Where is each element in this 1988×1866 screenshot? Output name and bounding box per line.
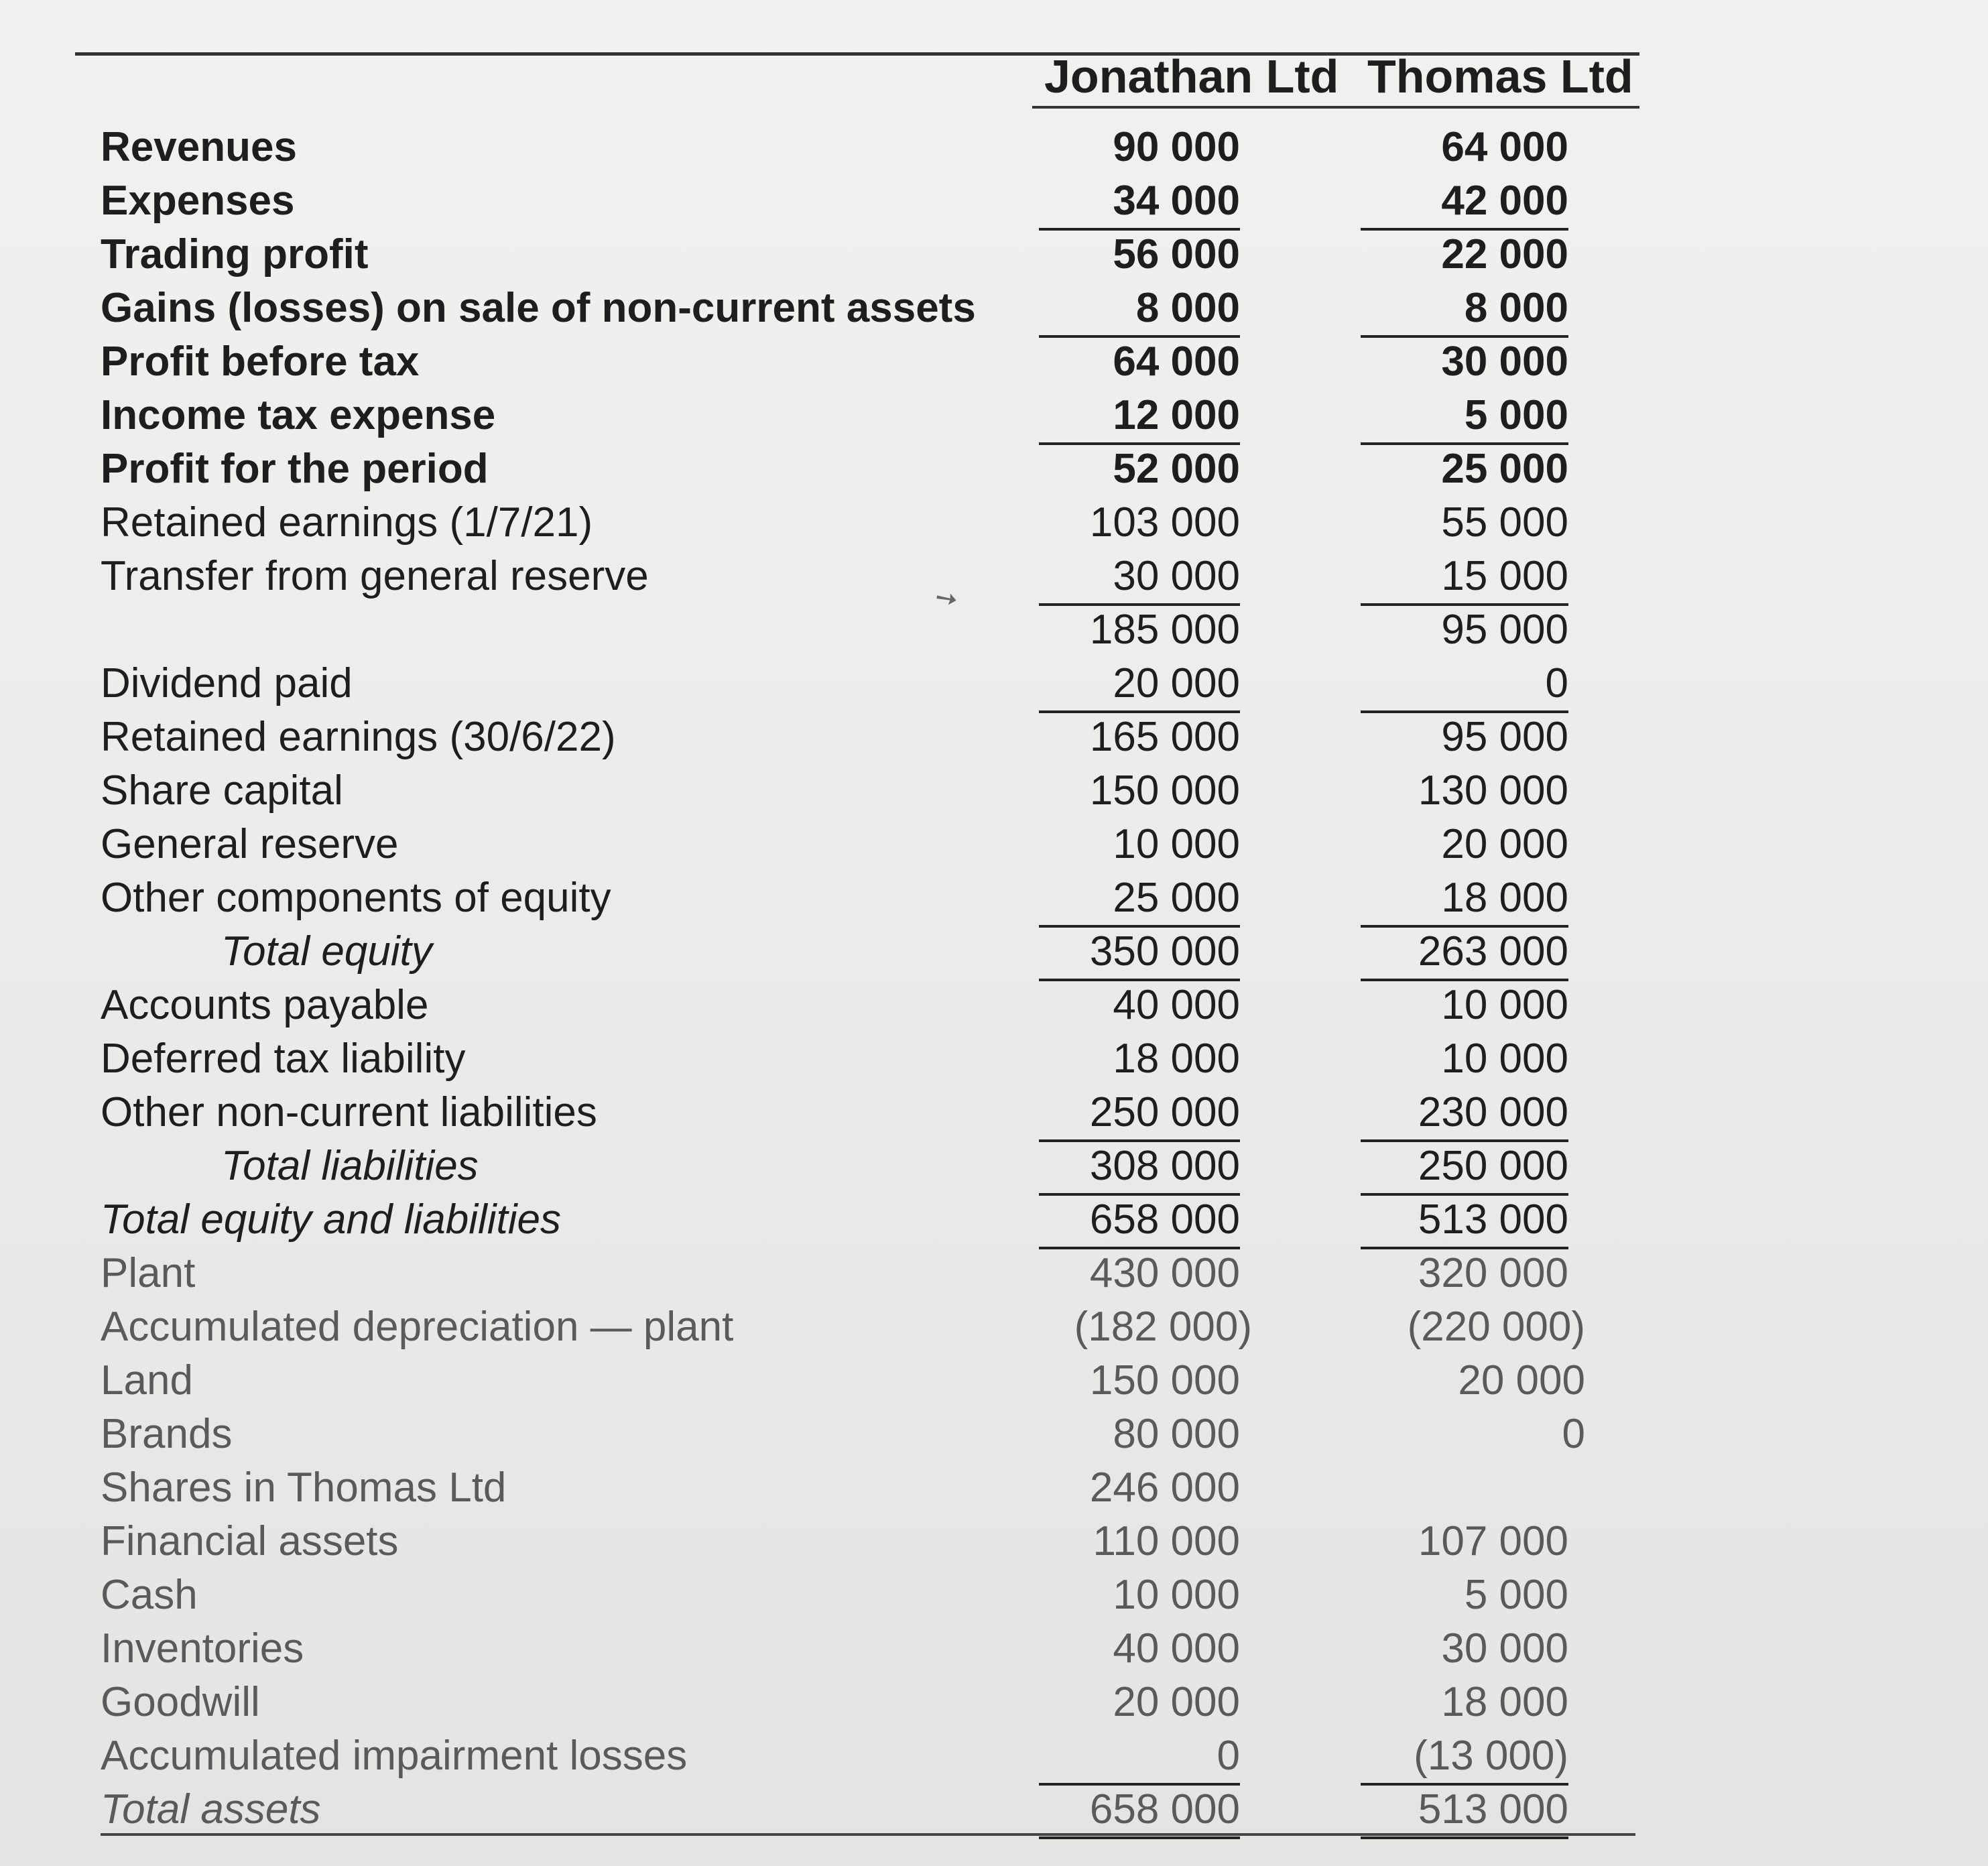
row-label: Trading profit bbox=[101, 231, 369, 277]
column-header-jonathan: Jonathan Ltd bbox=[1044, 50, 1339, 103]
value-jonathan: 40 000 bbox=[1113, 1625, 1240, 1672]
table-row bbox=[0, 1300, 1988, 1354]
value-thomas: 513 000 bbox=[1361, 1783, 1568, 1839]
value-jonathan: 103 000 bbox=[1089, 499, 1240, 546]
row-label: Plant bbox=[101, 1250, 196, 1296]
value-jonathan: 12 000 bbox=[1039, 389, 1240, 445]
value-jonathan: 150 000 bbox=[1089, 767, 1240, 814]
value-thomas: 263 000 bbox=[1361, 925, 1568, 981]
value-jonathan: 246 000 bbox=[1089, 1465, 1240, 1511]
row-label: Transfer from general reserve bbox=[101, 553, 649, 599]
row-label: Expenses bbox=[101, 178, 295, 224]
value-thomas: 5 000 bbox=[1464, 1572, 1568, 1618]
value-thomas: 8 000 bbox=[1361, 282, 1568, 338]
value-jonathan: 150 000 bbox=[1089, 1357, 1240, 1404]
value-thomas: 64 000 bbox=[1441, 124, 1568, 170]
value-thomas: 5 000 bbox=[1361, 389, 1568, 445]
value-thomas: 22 000 bbox=[1441, 231, 1568, 277]
value-jonathan: 658 000 bbox=[1039, 1783, 1240, 1839]
value-thomas: 107 000 bbox=[1418, 1518, 1568, 1564]
row-label: General reserve bbox=[101, 821, 399, 867]
table-row bbox=[0, 1515, 1988, 1568]
table-row bbox=[0, 1622, 1988, 1676]
value-thomas: 18 000 bbox=[1361, 871, 1568, 928]
row-label: Land bbox=[101, 1357, 193, 1404]
table-row bbox=[0, 550, 1988, 603]
value-thomas: 20 000 bbox=[1458, 1357, 1585, 1404]
table-row bbox=[0, 1568, 1988, 1622]
value-jonathan: 8 000 bbox=[1039, 282, 1240, 338]
value-jonathan: 30 000 bbox=[1039, 550, 1240, 606]
row-label: Accumulated depreciation — plant bbox=[101, 1304, 734, 1350]
table-row bbox=[0, 1676, 1988, 1729]
value-jonathan: 250 000 bbox=[1039, 1086, 1240, 1142]
value-thomas: 513 000 bbox=[1361, 1193, 1568, 1249]
table-row bbox=[0, 603, 1988, 657]
value-jonathan: 80 000 bbox=[1113, 1411, 1240, 1457]
value-thomas: 230 000 bbox=[1361, 1086, 1568, 1142]
row-label: Inventories bbox=[101, 1625, 304, 1672]
value-jonathan: 10 000 bbox=[1113, 1572, 1240, 1618]
value-thomas: 30 000 bbox=[1441, 338, 1568, 385]
table-row bbox=[0, 228, 1988, 282]
table-row bbox=[0, 1193, 1988, 1247]
value-jonathan: 110 000 bbox=[1093, 1518, 1240, 1564]
row-label: Total equity and liabilities bbox=[101, 1196, 562, 1243]
row-label: Shares in Thomas Ltd bbox=[101, 1465, 507, 1511]
value-jonathan: 56 000 bbox=[1113, 231, 1240, 277]
table-row bbox=[0, 1247, 1988, 1300]
value-jonathan: 20 000 bbox=[1039, 657, 1240, 713]
value-jonathan: 64 000 bbox=[1113, 338, 1240, 385]
row-label: Dividend paid bbox=[101, 660, 353, 706]
value-thomas: 25 000 bbox=[1441, 446, 1568, 492]
value-jonathan: 52 000 bbox=[1113, 446, 1240, 492]
table-row bbox=[0, 1032, 1988, 1086]
row-label: Profit before tax bbox=[101, 338, 420, 385]
row-label: Goodwill bbox=[101, 1679, 260, 1725]
row-label: Accumulated impairment losses bbox=[101, 1733, 688, 1779]
value-jonathan: 90 000 bbox=[1113, 124, 1240, 170]
row-label: Total equity bbox=[221, 928, 432, 975]
table-row bbox=[0, 710, 1988, 764]
value-thomas: 18 000 bbox=[1441, 1679, 1568, 1725]
row-label: Profit for the period bbox=[101, 446, 489, 492]
value-jonathan: 165 000 bbox=[1089, 714, 1240, 760]
row-label: Total liabilities bbox=[221, 1143, 479, 1189]
value-thomas: 20 000 bbox=[1441, 821, 1568, 867]
row-label: Financial assets bbox=[101, 1518, 399, 1564]
value-jonathan: 40 000 bbox=[1113, 982, 1240, 1028]
value-thomas: 10 000 bbox=[1441, 982, 1568, 1028]
table-row bbox=[0, 925, 1988, 979]
row-label: Revenues bbox=[101, 124, 297, 170]
row-label: Other components of equity bbox=[101, 875, 611, 921]
row-label: Share capital bbox=[101, 767, 343, 814]
table-row bbox=[0, 442, 1988, 496]
value-jonathan: 308 000 bbox=[1039, 1139, 1240, 1196]
table-row bbox=[0, 764, 1988, 818]
value-jonathan: 20 000 bbox=[1113, 1679, 1240, 1725]
row-label: Accounts payable bbox=[101, 982, 429, 1028]
value-thomas: 250 000 bbox=[1361, 1139, 1568, 1196]
table-row bbox=[0, 818, 1988, 871]
value-thomas: 95 000 bbox=[1441, 607, 1568, 653]
value-thomas: 320 000 bbox=[1418, 1250, 1568, 1296]
table-row bbox=[0, 1408, 1988, 1461]
table-row bbox=[0, 389, 1988, 442]
value-thomas: 55 000 bbox=[1441, 499, 1568, 546]
table-row bbox=[0, 1783, 1988, 1837]
value-thomas: 95 000 bbox=[1441, 714, 1568, 760]
value-thomas: 0 bbox=[1562, 1411, 1585, 1457]
value-jonathan: (182 000) bbox=[1074, 1304, 1252, 1350]
value-thomas: 15 000 bbox=[1361, 550, 1568, 606]
table-row bbox=[0, 1729, 1988, 1783]
row-label: Total assets bbox=[101, 1786, 321, 1832]
table-row bbox=[0, 335, 1988, 389]
value-jonathan: 185 000 bbox=[1089, 607, 1240, 653]
row-label: Other non-current liabilities bbox=[101, 1089, 597, 1135]
value-thomas: 42 000 bbox=[1361, 174, 1568, 231]
table-row bbox=[0, 121, 1988, 174]
table-row bbox=[0, 979, 1988, 1032]
table-row bbox=[0, 282, 1988, 335]
table-row bbox=[0, 871, 1988, 925]
value-jonathan: 34 000 bbox=[1039, 174, 1240, 231]
table-row bbox=[0, 1354, 1988, 1408]
row-label: Brands bbox=[101, 1411, 233, 1457]
row-label: Cash bbox=[101, 1572, 198, 1618]
table-row bbox=[0, 1461, 1988, 1515]
cursor-mark: ➘ bbox=[928, 580, 965, 617]
value-jonathan: 25 000 bbox=[1039, 871, 1240, 928]
value-jonathan: 430 000 bbox=[1089, 1250, 1240, 1296]
value-jonathan: 658 000 bbox=[1039, 1193, 1240, 1249]
row-label: Retained earnings (30/6/22) bbox=[101, 714, 616, 760]
value-jonathan: 18 000 bbox=[1113, 1036, 1240, 1082]
value-jonathan: 10 000 bbox=[1113, 821, 1240, 867]
value-thomas: 130 000 bbox=[1418, 767, 1568, 814]
row-label: Gains (losses) on sale of non-current assets bbox=[101, 285, 976, 331]
value-thomas: 0 bbox=[1361, 657, 1568, 713]
table-row bbox=[0, 496, 1988, 550]
row-label: Income tax expense bbox=[101, 392, 496, 438]
table-row bbox=[0, 174, 1988, 228]
value-jonathan: 350 000 bbox=[1039, 925, 1240, 981]
row-label: Retained earnings (1/7/21) bbox=[101, 499, 593, 546]
value-thomas: (220 000) bbox=[1407, 1304, 1585, 1350]
table-row bbox=[0, 1139, 1988, 1193]
header-underline bbox=[1032, 106, 1639, 109]
value-thomas: 30 000 bbox=[1441, 1625, 1568, 1672]
bottom-rule bbox=[101, 1833, 1635, 1836]
table-row bbox=[0, 657, 1988, 710]
value-thomas: 10 000 bbox=[1441, 1036, 1568, 1082]
table-row bbox=[0, 1086, 1988, 1139]
value-thomas: (13 000) bbox=[1361, 1729, 1568, 1786]
column-header-thomas: Thomas Ltd bbox=[1367, 50, 1633, 103]
row-label: Deferred tax liability bbox=[101, 1036, 466, 1082]
value-jonathan: 0 bbox=[1039, 1729, 1240, 1786]
